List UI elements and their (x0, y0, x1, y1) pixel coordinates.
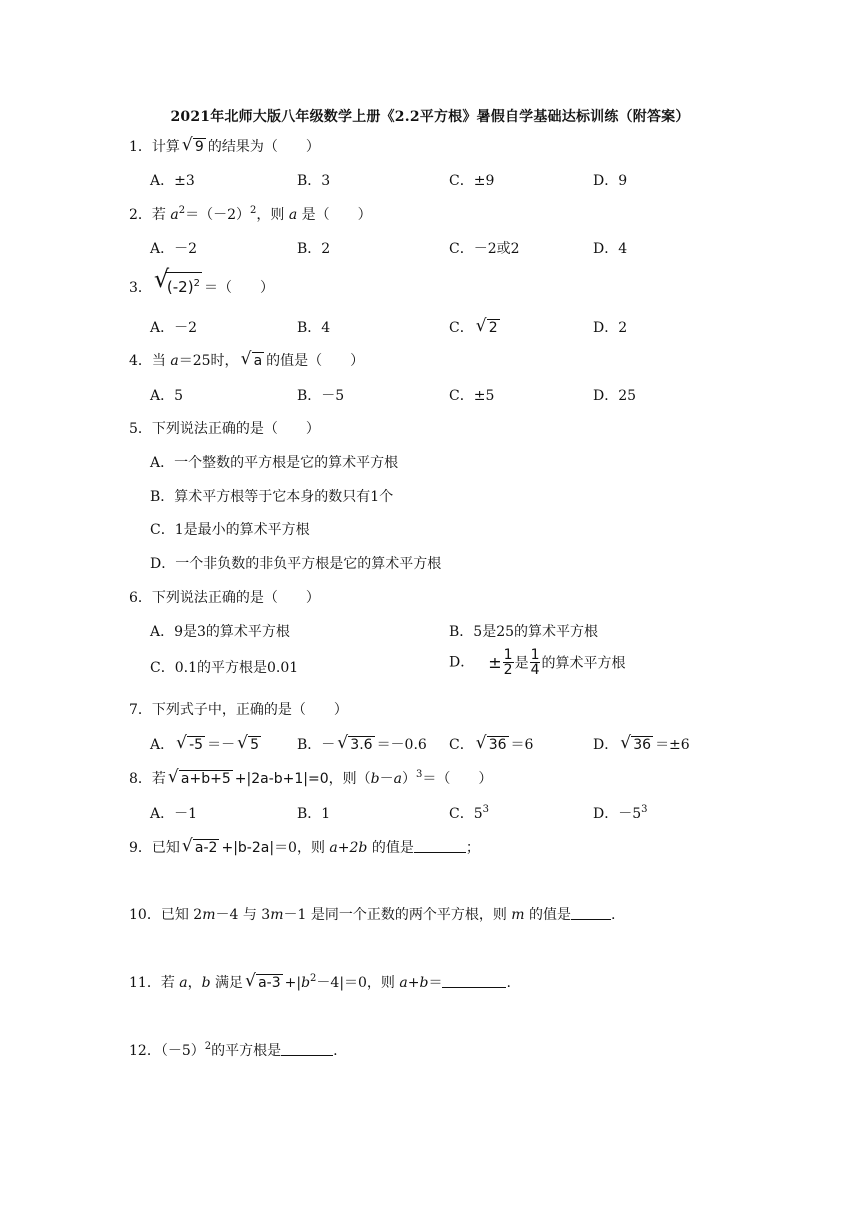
sqrt-expression: √ $(-2)^2$ (153, 265, 200, 296)
option-c: C．±9 (449, 173, 495, 189)
option-d: D．一个非负数的非负平方根是它的算术平方根 (150, 556, 442, 572)
question-3: 3． √ $(-2)^2$ ＝（ ） (129, 265, 274, 296)
question-number: 8． (129, 771, 152, 787)
option-a: A．－2 (150, 320, 198, 336)
option-c: C．$5^3$ (449, 804, 489, 822)
question-7: 7．下列式子中，正确的是（ ） (129, 702, 348, 718)
question-number: 1． (129, 139, 152, 155)
fraction: $\frac{1}{2}$ (503, 647, 513, 678)
option-a: A．±3 (150, 173, 195, 189)
option-b: B．2 (297, 241, 331, 257)
option-c: C．±5 (449, 388, 495, 404)
question-10: 10．已知 2m－4 与 3m－1 是同一个正数的两个平方根，则 m 的值是 . (129, 907, 616, 923)
question-number: 7． (129, 702, 152, 718)
question-number: 10． (129, 907, 161, 923)
question-6: 6．下列说法正确的是（ ） (129, 590, 320, 606)
question-number: 12． (129, 1043, 161, 1059)
question-number: 4． (129, 353, 152, 369)
option-a: A． √ -5 ＝－ √ 5 (150, 733, 260, 753)
sqrt-expression: √ 5 (237, 733, 260, 753)
sqrt-expression: √ 36 (475, 733, 507, 753)
option-d: D．25 (593, 388, 637, 404)
sqrt-expression: √ 2 (475, 316, 498, 336)
option-c: C．1是最小的算术平方根 (150, 522, 310, 538)
sqrt-expression: √ -5 (176, 733, 204, 753)
option-b: B．4 (297, 320, 331, 336)
sqrt-expression: √ 9 (181, 135, 204, 155)
page-title: 2021年北师大版八年级数学上册《2.2平方根》暑假自学基础达标训练（附答案） (170, 109, 690, 125)
question-11: 11．若 a，b 满足 √ $a-3 +|b^2-4|=0$，则 a+b＝ . (129, 971, 511, 991)
option-c: C．－2或2 (449, 241, 520, 257)
option-a: A．一个整数的平方根是它的算术平方根 (150, 455, 399, 471)
question-9: 9．已知 √ a-2 +|b-2a|＝0，则 a+2b 的值是 ； (129, 836, 480, 856)
option-d: D．$-5^3$ (593, 804, 648, 822)
question-2: 2．若 $a^2=(-2)^2$，则 a 是（ ） (129, 205, 372, 223)
question-number: 3． (129, 280, 152, 296)
question-number: 6． (129, 590, 152, 606)
fraction: $\frac{1}{4}$ (530, 647, 540, 678)
option-b: B．5是25的算术平方根 (449, 624, 599, 640)
option-b: B．1 (297, 806, 331, 822)
option-a: A．9是3的算术平方根 (150, 624, 290, 640)
sqrt-expression: √ a+b+5 (167, 767, 231, 787)
option-d: D． ± $\frac{1}{2}$ 是 $\frac{1}{4}$ 的算术平方根 (449, 647, 626, 678)
option-c: C． √ 36 ＝6 (449, 733, 534, 753)
sqrt-expression: √ 3.6 (337, 733, 373, 753)
option-c: C． √ 2 (449, 316, 498, 336)
option-d: D．9 (593, 173, 628, 189)
option-a: A．－2 (150, 241, 198, 257)
option-c: C．0.1的平方根是0.01 (150, 660, 299, 676)
option-a: A．－1 (150, 806, 198, 822)
question-number: 2． (129, 207, 152, 223)
question-text: 计算 (151, 139, 180, 155)
option-d: D．2 (593, 320, 628, 336)
option-b: B．－ √ 3.6 ＝－0.6 (297, 733, 427, 753)
option-d: D． √ 36 ＝±6 (593, 733, 690, 753)
option-d: D．4 (593, 241, 628, 257)
option-a: A．5 (150, 388, 184, 404)
question-1 (129, 136, 320, 156)
sqrt-expression: √ a (240, 349, 263, 369)
question-text: 的结果为（ ） (207, 139, 320, 155)
question-number: 9． (129, 840, 152, 856)
question-8: 8．若 √ a+b+5 +|2a-b+1|=0，则$(b-a)^3=$（ ） (129, 767, 493, 787)
answer-blank[interactable] (281, 1043, 333, 1056)
option-b: B．3 (297, 173, 331, 189)
question-4: 4．当 a＝25时， √ a 的值是（ ） (129, 349, 365, 369)
question-number: 11． (129, 975, 161, 991)
option-b: B．－5 (297, 388, 345, 404)
sqrt-expression: √ 36 (620, 733, 652, 753)
answer-blank[interactable] (442, 975, 506, 988)
answer-blank[interactable] (571, 907, 611, 920)
question-number: 5． (129, 421, 152, 437)
answer-blank[interactable] (414, 840, 466, 853)
sqrt-expression: √ a-2 (181, 836, 218, 856)
sqrt-expression: √ a-3 (245, 971, 281, 991)
question-5: 5．下列说法正确的是（ ） (129, 421, 320, 437)
question-12: 12．$(-5)^2$的平方根是 . (129, 1041, 338, 1059)
option-b: B．算术平方根等于它本身的数只有1个 (150, 489, 394, 505)
